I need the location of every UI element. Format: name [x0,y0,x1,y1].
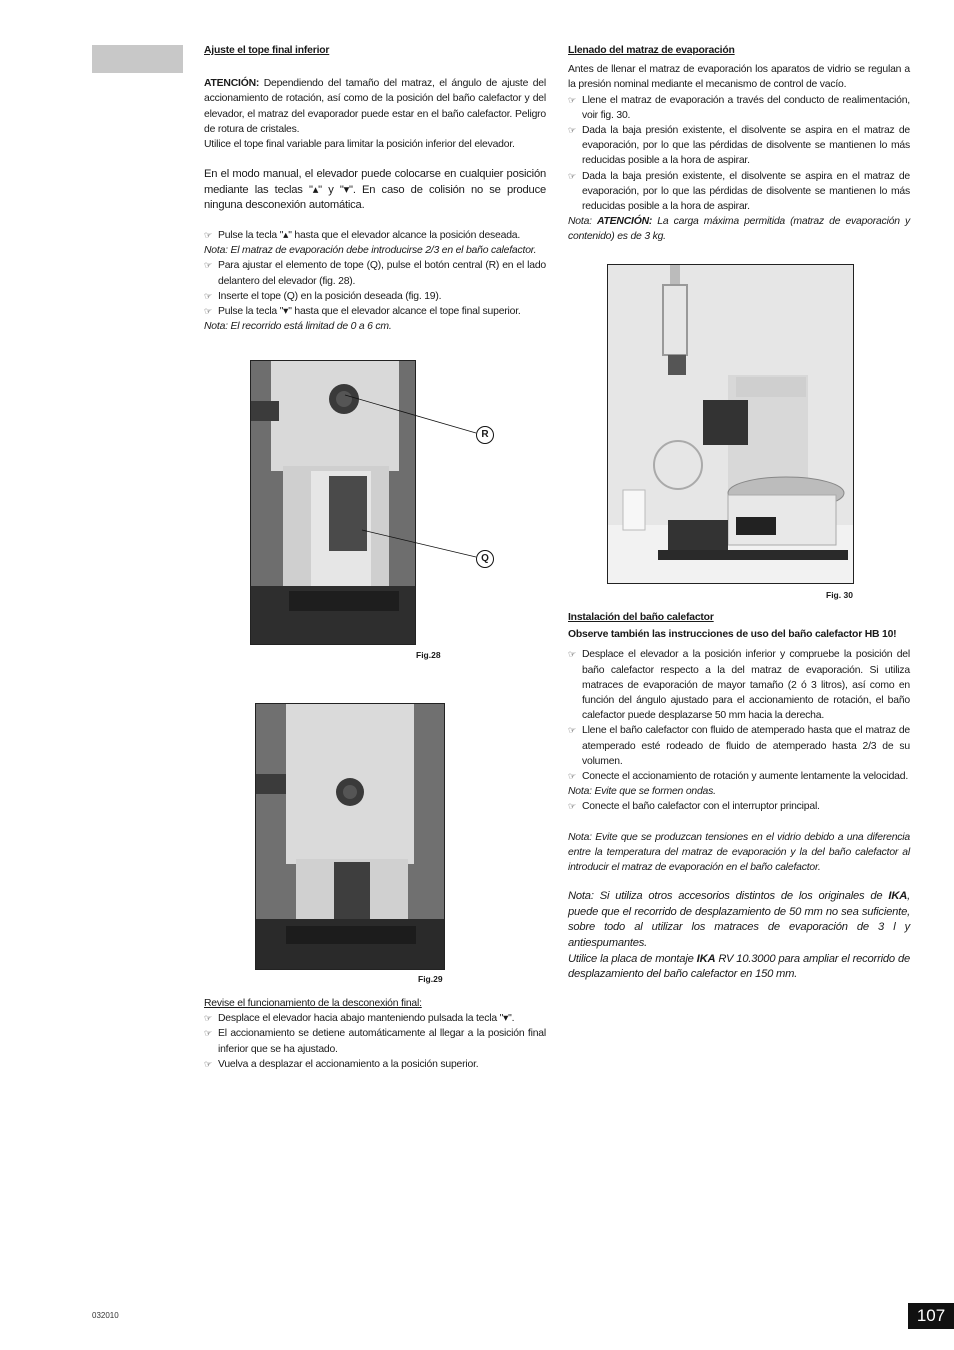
pointing-hand-icon: ☞ [568,725,576,736]
note-flask: Nota: El matraz de evaporación debe introducirse 2/3 en el baño calefactor. [204,245,537,257]
pointing-hand-icon: ☞ [568,125,576,136]
heading-final-stop: Ajuste el tope final inferior [204,45,330,56]
bath-item: ☞ Desplace el elevador a la posición inferior y compruebe la posición del baño calefactor respecto a la del matraz de evaporación. Si utiliza matraces de evaporación de mayor tamaño (2 ó 3 litros), así como en función del ángulo ajustado para el accionamiento de rotación, el baño calefactor puede desplazarse 50 mm hacia la derecha. [568,649,910,722]
check-item: ☞ El accionamiento se detiene automáticamente al llegar a la posición final inferior que se ha ajustado. [204,1028,546,1055]
ika-brand: IKA [696,952,716,965]
attention-paragraph: ATENCIÓN: Dependiendo del tamaño del matraz, el ángulo de ajuste del accionamiento de rotación, así como de la posición del baño calefactor y del elevador, el matraz del evaporador puede estar en el baño calefactor. Peligro de rotura de cristales. [204,78,546,135]
figure-29-photo [255,703,445,970]
manual-mode-text: En el modo manual, el elevador puede colocarse en cualquier posición mediante las teclas "▴" y "▾". En caso de colisión no se produce ninguna desconexión automática. [204,168,546,212]
left-column [204,43,546,334]
pointing-hand-icon: ☞ [204,306,212,317]
step-item: ☞ Dada la baja presión existente, el disolvente se aspira en el matraz de evaporación, por lo que las pérdidas de disolvente se mantienen lo más reducidas posible a la hora de aspirar. [568,170,910,213]
step-item: ☞ Para ajustar el elemento de tope (Q), pulse el botón central (R) en el lado delantero del elevador (fig. 28). [204,260,546,287]
heating-bath-section [568,610,910,983]
pointing-hand-icon: ☞ [568,649,576,660]
attention-label: ATENCIÓN: [204,78,260,90]
pointing-hand-icon: ☞ [568,801,576,812]
document-code: 032010 [92,1311,119,1320]
callout-lines [340,390,480,570]
elevator-photo-illustration [256,704,444,969]
pointing-hand-icon: ☞ [204,1058,212,1069]
pointing-hand-icon: ☞ [568,771,576,782]
note-travel: Nota: El recorrido está limitad de 0 a 6 cm. [204,321,392,333]
pointing-hand-icon: ☞ [568,170,576,181]
bath-item: ☞ Llene el baño calefactor con fluido de atemperado hasta que el matraz de atemperado esté rodeado de fluido de atemperado hasta 2/3 de su volumen. [568,725,910,767]
figure-28-caption: Fig.28 [416,650,441,660]
check-heading: Revise el funcionamiento de la desconexión final: [204,998,422,1009]
figure-29-caption: Fig.29 [418,974,443,984]
heading-filling: Llenado del matraz de evaporación [568,45,735,56]
pointing-hand-icon: ☞ [204,230,212,240]
pointing-hand-icon: ☞ [204,290,212,301]
figure-30-photo [607,264,854,584]
filling-intro: Antes de llenar el matraz de evaporación los aparatos de vidrio se regulan a la presión nominal mediante el mecanismo de control de vacío. [568,64,910,91]
limit-text: Utilice el tope final variable para limitar la posición inferior del elevador. [204,139,515,151]
step-item: ☞ Pulse la tecla "▴" hasta que el elevador alcance la posición deseada. [204,228,546,243]
step-item: ☞ Llene el matraz de evaporación a través del conducto de realimentación, voir fig. 30. [568,94,910,121]
step-item: ☞ Dada la baja presión existente, el disolvente se aspira en el matraz de evaporación, por lo que las pérdidas de disolvente se mantienen lo más reducidas posible a la hora de aspirar. [568,125,910,167]
max-load-note: Nota: ATENCIÓN: La carga máxima permitida (matraz de evaporación y contenido) es de 3 kg. [568,216,910,243]
right-column [568,43,910,245]
shutdown-check-section [204,996,546,1072]
section-tab [92,45,183,73]
label-q: Q [476,550,494,568]
pointing-hand-icon: ☞ [204,260,212,271]
bath-subheading: Observe también las instrucciones de uso del baño calefactor HB 10! [568,629,897,641]
page-number: 107 [908,1303,954,1329]
step-item: ☞ Inserte el tope (Q) en la posición deseada (fig. 19). [204,289,546,304]
pointing-hand-icon: ☞ [204,1028,212,1039]
check-item: ☞ Desplace el elevador hacia abajo manteniendo pulsada la tecla "▾". [204,1011,546,1026]
ika-plate-note: Utilice la placa de montaje IKA RV 10.3000 para ampliar el recorrido de desplazamiento del baño calefactor en 150 mm. [568,952,910,981]
check-item: ☞ Vuelva a desplazar el accionamiento a la posición superior. [204,1057,546,1072]
glass-tension-note: Nota: Evite que se produzcan tensiones en el vidrio debido a una diferencia entre la temperatura del matraz de evaporación y la del baño calefactor al introducir el matraz de evaporación en el baño calefactor. [568,831,910,874]
figure-30-caption: Fig. 30 [826,590,853,600]
pointing-hand-icon: ☞ [204,1013,212,1024]
waves-note: Nota: Evite que se formen ondas. [568,786,716,798]
step-item: ☞ Pulse la tecla "▾" hasta que el elevador alcance el tope final superior. [204,304,546,319]
bath-item: ☞ Conecte el accionamiento de rotación y aumente lentamente la velocidad. [568,769,910,784]
pointing-hand-icon: ☞ [568,94,576,105]
bath-item: ☞ Conecte el baño calefactor con el interruptor principal. [568,799,910,814]
rotary-evaporator-illustration [608,265,853,583]
heading-heating-bath: Instalación del baño calefactor [568,612,714,623]
ika-accessories-note: Nota: Si utiliza otros accesorios distintos de los originales de IKA, puede que el recorrido de desplazamiento de 50 mm no sea suficiente, sobre todo al utilizar los matraces de evaporación de 3 l y antiespumantes. [568,890,910,950]
label-r: R [476,426,494,444]
ika-brand: IKA [888,890,908,903]
